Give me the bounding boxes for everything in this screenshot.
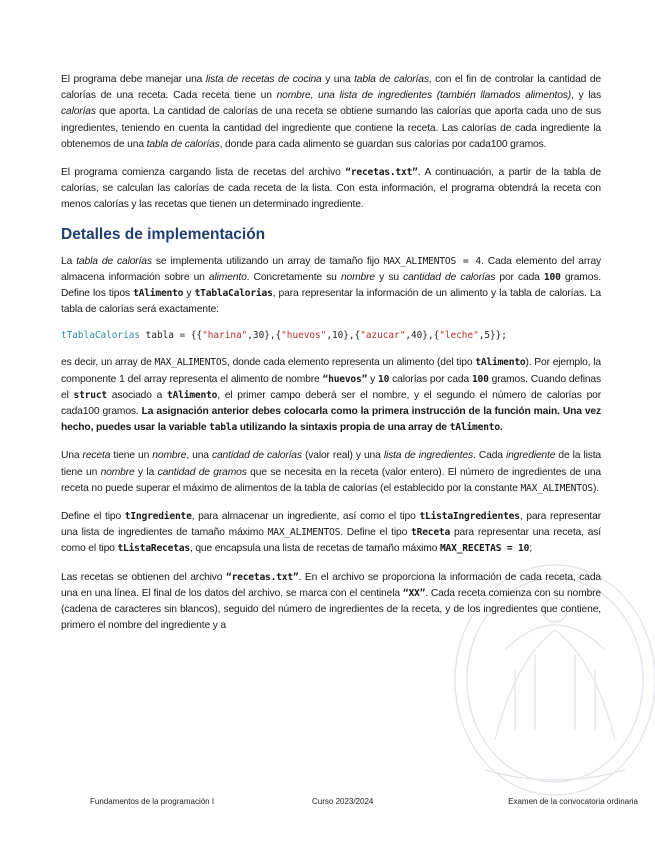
code-snippet: tTablaCalorias tabla = {{"harina",30},{"huevos",10},{"azucar",40},{"leche",5}}; [61,330,507,342]
footer-exam: Examen de la convocatoria ordinaria [508,797,638,806]
paragraph-program-flow: El programa comienza cargando lista de recetas del archivo “recetas.txt”. A continuación, a partir de la tabla de calorías, se calculan las calorías de cada receta de la lista. Con esta información, el programa obtendrá la receta con menos calorías y las recetas que tienen un determinado ingrediente. [61,167,601,211]
section-heading: Detalles de implementación [61,225,266,243]
paragraph-file-format: Las recetas se obtienen del archivo “recetas.txt”. En el archivo se proporciona la información de cada receta, cada una en una línea. El final de los datos del archivo, se marca con el centinela “XX”. Cada receta comienza con su nombre (cadena de caracteres sin blancos), seguido del número de ingredientes de la receta, y de los ingredientes que contiene, primero el nombre del ingrediente y a [61,571,601,632]
footer-term: Curso 2023/2024 [312,797,374,806]
paragraph-recipe: Una receta tiene un nombre, una cantidad de calorías (valor real) y una lista de ingredientes. Cada ingrediente de la lista tiene un nombre y la cantidad de gramos que se necesita en la receta (valor entero). El número de ingredientes de una receta no puede superar el máximo de alimentos de la tabla de calorías (el establecido por la constante MAX_ALIMENTOS). [61,450,602,494]
paragraph-calorie-table: La tabla de calorías se implementa utilizando un array de tamaño fijo MAX_ALIMENTOS = 4. Cada elemento del array almacena información sobre un alimento. Concretamente su nombre y su cantidad de calorías por cada 100 gramos. Define los tipos tAlimento y tTablaCalorias, para representar la información de un alimento y la tabla de calorías. La tabla de calorías será exactamente: [61,255,602,316]
document-body [61,72,601,646]
paragraph-intro: El programa debe manejar una lista de recetas de cocina y una tabla de calorías, con el fin de controlar la cantidad de calorías de una receta. Cada receta tiene un nombre, una lista de ingredientes (también llamados alimentos), y las calorías que aporta. La cantidad de calorías de una receta se obtiene sumando las calorías que aporta cada uno de sus ingredientes, teniendo en cuenta la cantidad del ingrediente que contiene la receta. Las calorías de cada ingrediente la obtenemos de una tabla de calorías, donde para cada alimento se guardan sus calorías por cada100 gramos. [61,74,601,150]
paragraph-types: Define el tipo tIngrediente, para almacenar un ingrediente, así como el tipo tListaIngredientes, para representar una lista de ingredientes de tamaño máximo MAX_ALIMENTOS. Define el tipo tReceta para representar una receta, así como el tipo tListaRecetas, que encapsula una lista de recetas de tamaño máximo MAX_RECETAS = 10; [61,511,601,555]
paragraph-array-explanation: es decir, un array de MAX_ALIMENTOS, donde cada elemento representa un alimento (del tipo tAlimento). Por ejemplo, la componente 1 del array representa el alimento de nombre “huevos” y 10 calorías por cada 100 gramos. Cuando definas el struct asociado a tAlimento, el primer campo deberá ser el nombre, y el segundo el número de calorías por cada100 gramos. La asignación anterior debes colocarla como la primera instrucción de la función main. Una vez hecho, puedes usar la variable tabla utilizando la sintaxis propia de una array de tAlimento. [61,357,602,434]
footer-course: Fundamentos de la programación I [90,797,215,806]
